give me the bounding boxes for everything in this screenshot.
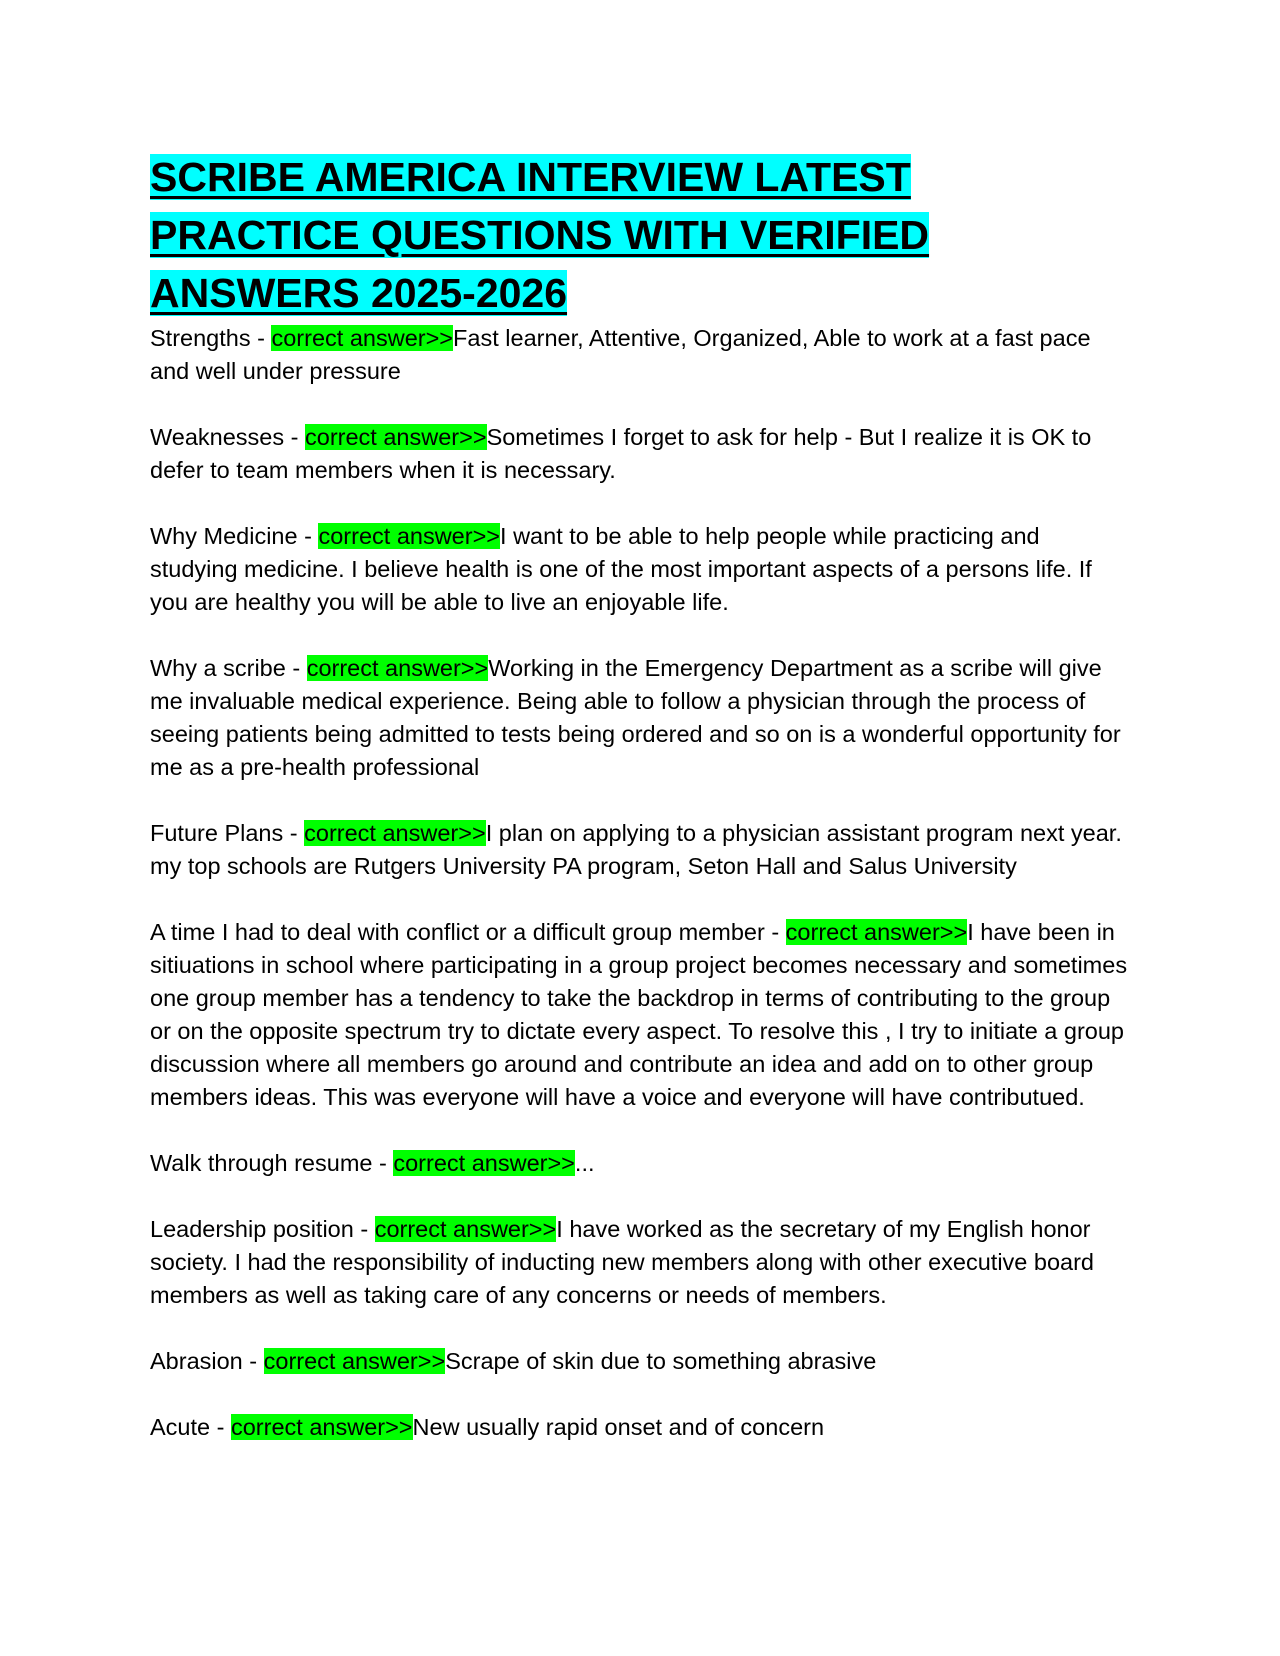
document-title [150, 148, 1130, 322]
document-title-text: SCRIBE AMERICA INTERVIEW LATEST PRACTICE QUESTIONS WITH VERIFIED ANSWERS 2025-2026 [150, 154, 930, 316]
qa-entry [150, 520, 1130, 619]
answer-tag: correct answer>> [374, 1216, 557, 1242]
qa-list [150, 322, 1130, 1444]
qa-answer: Fast learner, Attentive, Organized, Able to work at a fast pace and well under pressure [150, 325, 1091, 384]
qa-entry [150, 916, 1130, 1114]
qa-prompt: A time I had to deal with conflict or a difficult group member - [150, 919, 786, 945]
qa-entry [150, 817, 1130, 883]
qa-answer: ... [574, 1150, 595, 1176]
qa-prompt: Why a scribe - [150, 655, 307, 681]
answer-tag: correct answer>> [318, 523, 501, 549]
qa-entry [150, 322, 1130, 388]
answer-tag: correct answer>> [305, 424, 487, 450]
qa-prompt: Acute - [150, 1414, 231, 1440]
qa-prompt: Walk through resume - [150, 1150, 394, 1176]
qa-answer: I plan on applying to a physician assistant program next year. my top schools are Rutgers University PA program, Seton Hall and Salus University [150, 820, 1122, 879]
qa-entry [150, 1213, 1130, 1312]
answer-tag: correct answer>> [230, 1414, 413, 1440]
answer-tag: correct answer>> [393, 1150, 575, 1176]
answer-tag: correct answer>> [306, 655, 489, 681]
qa-entry [150, 652, 1130, 784]
qa-answer: Scrape of skin due to something abrasive [445, 1348, 877, 1374]
answer-tag: correct answer>> [271, 325, 454, 351]
answer-tag: correct answer>> [304, 820, 486, 846]
qa-prompt: Abrasion - [150, 1348, 264, 1374]
qa-entry [150, 1411, 1130, 1444]
qa-answer: Sometimes I forget to ask for help - But I realize it is OK to defer to team members when it is necessary. [150, 424, 1092, 483]
qa-prompt: Why Medicine - [150, 523, 319, 549]
qa-entry [150, 1147, 1130, 1180]
answer-tag: correct answer>> [785, 919, 968, 945]
qa-prompt: Future Plans - [150, 820, 305, 846]
qa-entry [150, 1345, 1130, 1378]
qa-answer: I have been in sitiuations in school where participating in a group project becomes necessary and sometimes one group member has a tendency to take the backdrop in terms of contributing to the group or on the opposite spectrum try to dictate every aspect. To resolve this , I try to initiate a group discussion where all members go around and contribute an idea and add on to other group members ideas. This was everyone will have a voice and everyone will have contributued. [150, 919, 1128, 1110]
qa-prompt: Strengths - [150, 325, 272, 351]
qa-answer: I have worked as the secretary of my English honor society. I had the responsibility of inducting new members along with other executive board members as well as taking care of any concerns or needs of members. [150, 1216, 1094, 1308]
qa-answer: Working in the Emergency Department as a scribe will give me invaluable medical experience. Being able to follow a physician through the process of seeing patients being admitted to tests being ordered and so on is a wonderful opportunity for me as a pre-health professional [150, 655, 1121, 780]
qa-entry [150, 421, 1130, 487]
qa-answer: I want to be able to help people while practicing and studying medicine. I believe health is one of the most important aspects of a persons life. If you are healthy you will be able to live an enjoyable life. [150, 523, 1092, 615]
qa-prompt: Weaknesses - [150, 424, 305, 450]
answer-tag: correct answer>> [263, 1348, 446, 1374]
qa-answer: New usually rapid onset and of concern [412, 1414, 825, 1440]
qa-prompt: Leadership position - [150, 1216, 375, 1242]
document-page [150, 148, 1130, 1477]
